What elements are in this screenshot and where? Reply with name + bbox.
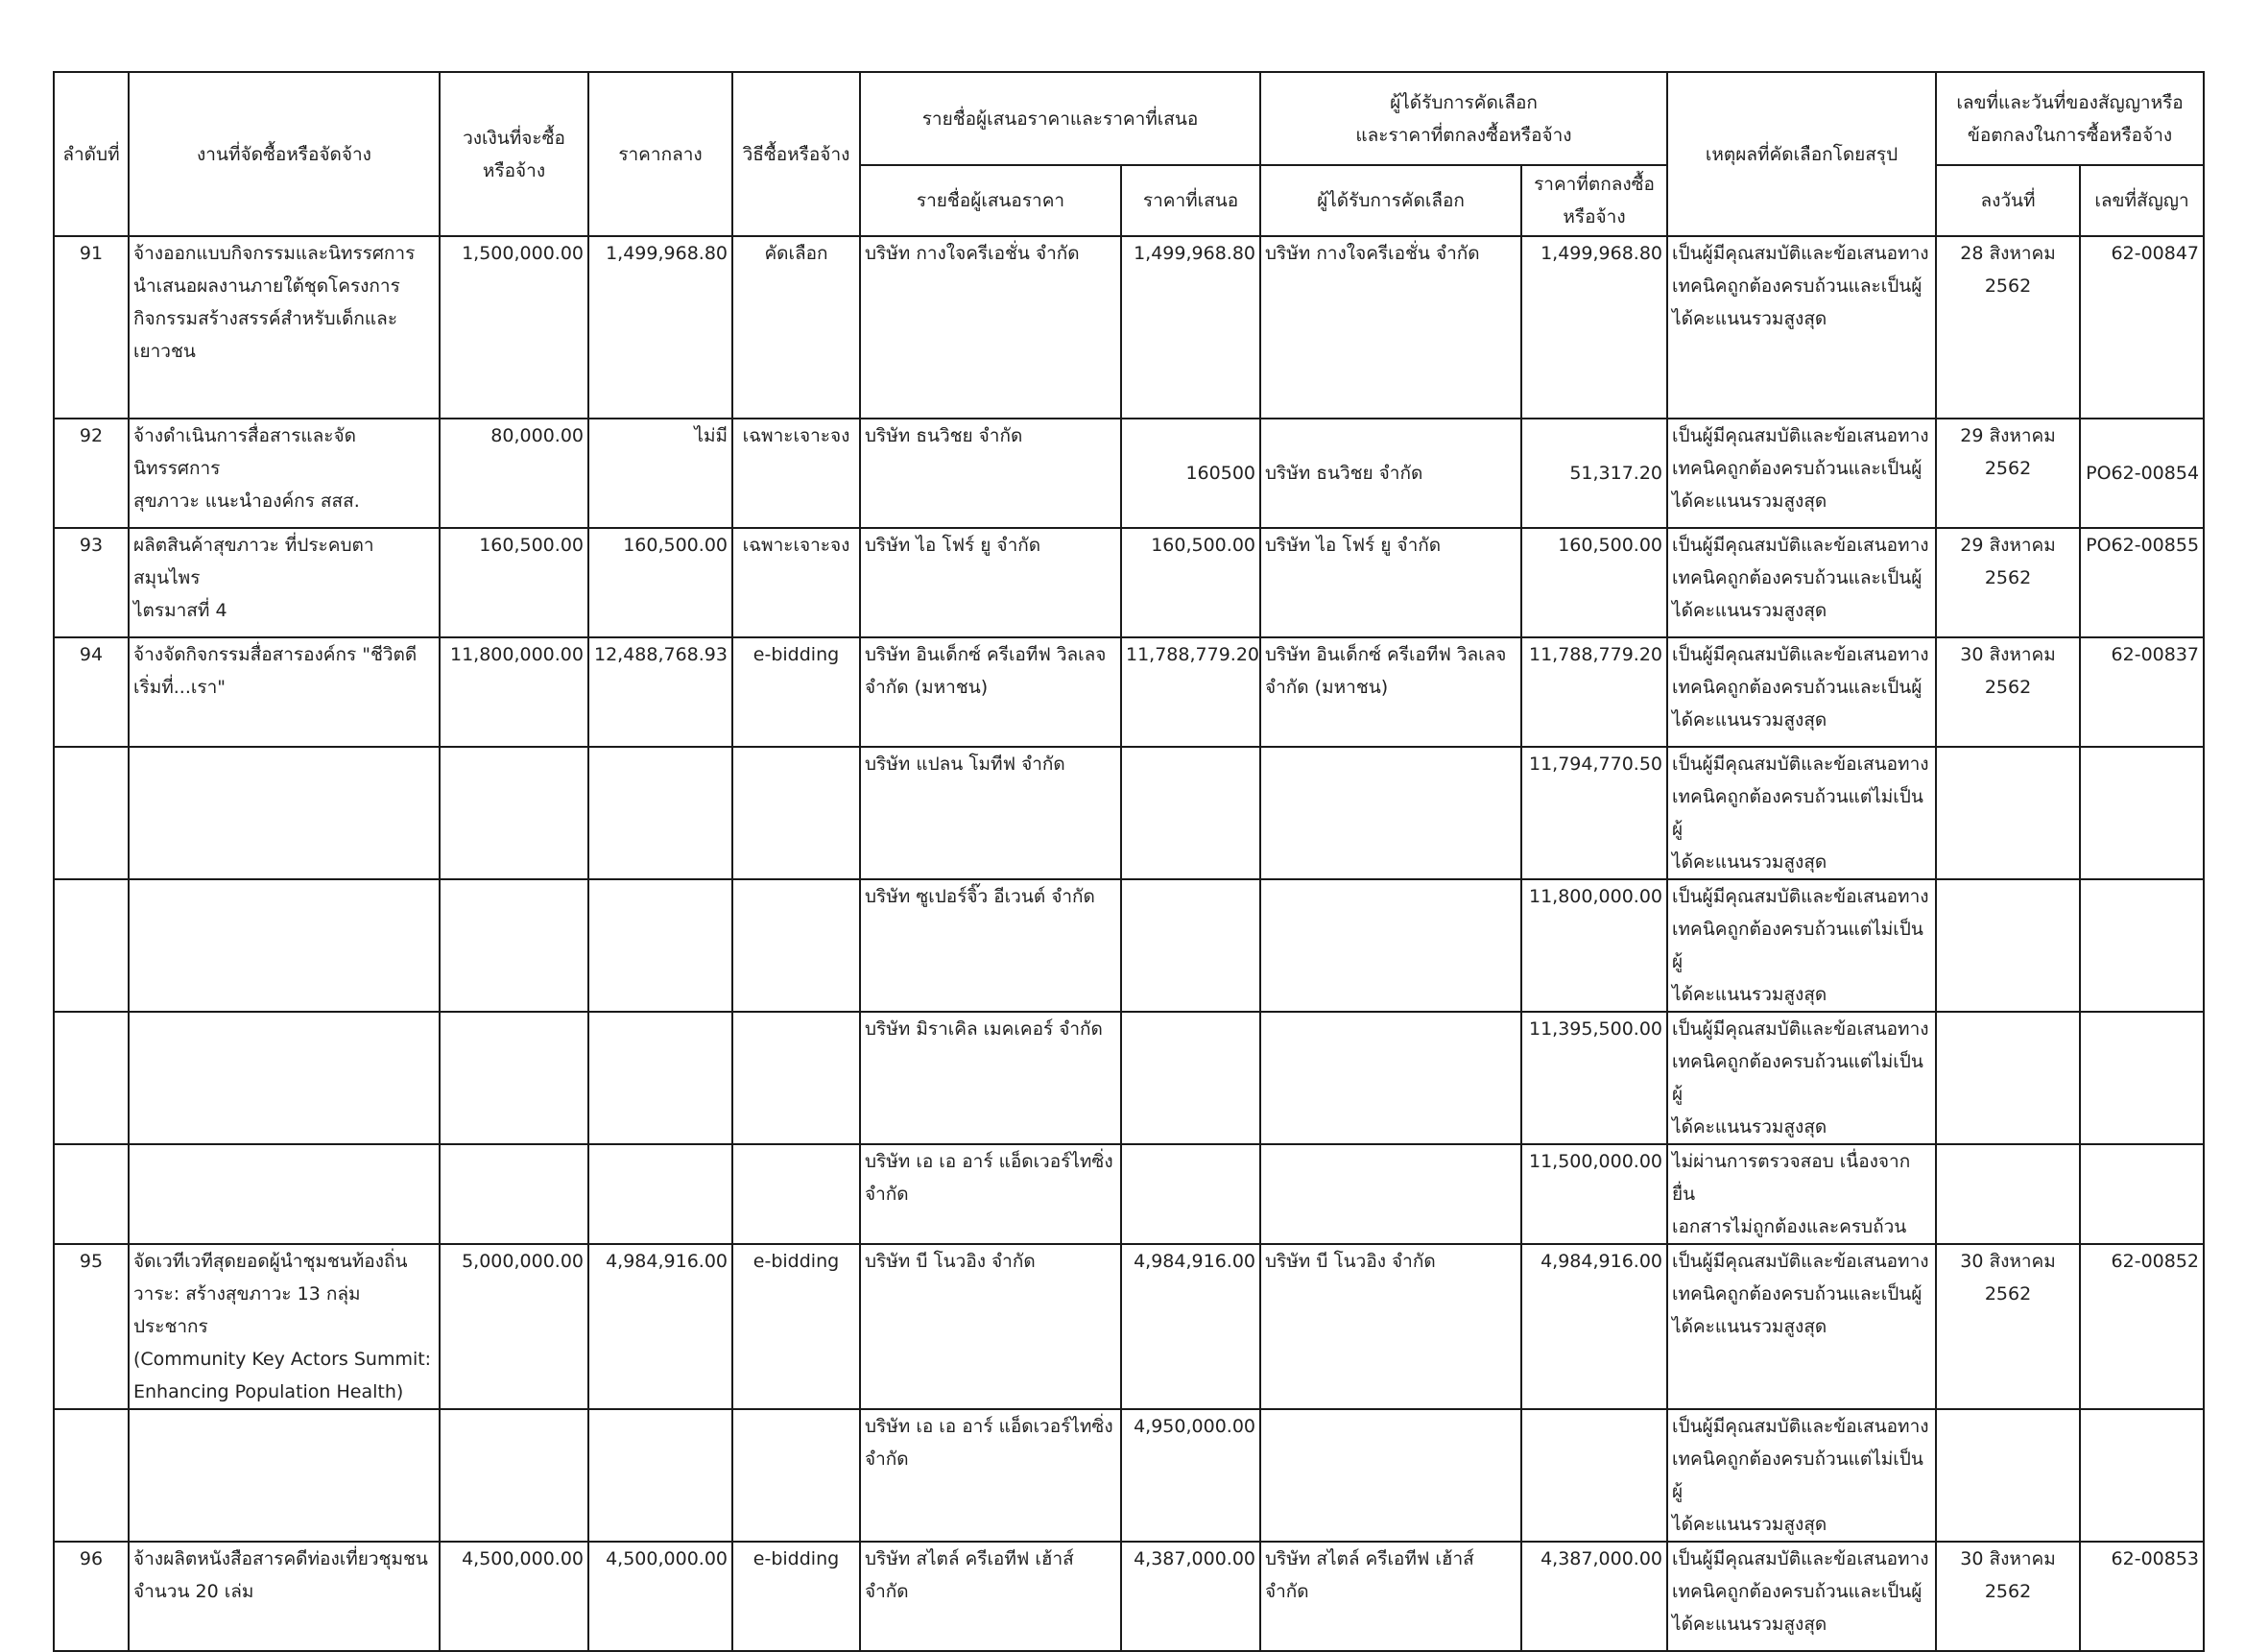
cell-selected-name: [1260, 1144, 1521, 1244]
cell-selected-name: บริษัท อินเด็กซ์ ครีเอทีฟ วิลเลจ จำกัด (มหาชน): [1260, 637, 1521, 747]
table-row: [54, 1012, 2204, 1144]
table-row: [54, 1244, 2204, 1409]
cell-median-price: [588, 1144, 732, 1244]
cell-job: [129, 1409, 440, 1542]
cell-job: ผลิตสินค้าสุขภาวะ ที่ประคบตาสมุนไพร ไตรมาสที่ 4: [129, 528, 440, 637]
cell-method: เฉพาะเจาะจง: [732, 528, 860, 637]
cell-contract-no: [2080, 747, 2204, 879]
cell-bid-price: 4,387,000.00: [1121, 1542, 1260, 1651]
cell-budget: [440, 1012, 588, 1144]
cell-budget: 80,000.00: [440, 419, 588, 528]
cell-reason: เป็นผู้มีคุณสมบัติและข้อเสนอทาง เทคนิคถูกต้องครบถ้วนแต่ไม่เป็นผู้ ได้คะแนนรวมสูงสุด: [1667, 1409, 1936, 1542]
cell-method: [732, 879, 860, 1012]
cell-no: [54, 1144, 129, 1244]
cell-bid-price: [1121, 879, 1260, 1012]
cell-contract-no: [2080, 1409, 2204, 1542]
cell-reason: เป็นผู้มีคุณสมบัติและข้อเสนอทาง เทคนิคถูกต้องครบถ้วนและเป็นผู้ ได้คะแนนรวมสูงสุด: [1667, 236, 1936, 419]
cell-bid-price: 1,499,968.80: [1121, 236, 1260, 419]
cell-selected-name: [1260, 747, 1521, 879]
cell-agreed-price: 4,984,916.00: [1521, 1244, 1667, 1409]
cell-bid-price: [1121, 1012, 1260, 1144]
cell-selected-name: บริษัท กางใจครีเอชั่น จำกัด: [1260, 236, 1521, 419]
cell-budget: 5,000,000.00: [440, 1244, 588, 1409]
cell-budget: [440, 747, 588, 879]
cell-sign-date: [1936, 747, 2080, 879]
header-selected-group: ผู้ได้รับการคัดเลือก และราคาที่ตกลงซื้อหรือจ้าง: [1260, 72, 1667, 165]
cell-contract-no: 62-00852: [2080, 1244, 2204, 1409]
cell-job: [129, 1012, 440, 1144]
cell-bidder-name: บริษัท ซูเปอร์จิ๊ว อีเวนต์ จำกัด: [860, 879, 1121, 1012]
cell-no: 94: [54, 637, 129, 747]
cell-reason: เป็นผู้มีคุณสมบัติและข้อเสนอทาง เทคนิคถูกต้องครบถ้วนแต่ไม่เป็นผู้ ได้คะแนนรวมสูงสุด: [1667, 747, 1936, 879]
cell-sign-date: [1936, 1144, 2080, 1244]
header-sign-date: ลงวันที่: [1936, 165, 2080, 236]
cell-job: จ้างผลิตหนังสือสารคดีท่องเที่ยวชุมชน จำนวน 20 เล่ม: [129, 1542, 440, 1651]
cell-no: [54, 1012, 129, 1144]
cell-no: 93: [54, 528, 129, 637]
cell-reason: เป็นผู้มีคุณสมบัติและข้อเสนอทาง เทคนิคถูกต้องครบถ้วนและเป็นผู้ ได้คะแนนรวมสูงสุด: [1667, 637, 1936, 747]
cell-median-price: ไม่มี: [588, 419, 732, 528]
cell-job: จ้างดำเนินการสื่อสารและจัดนิทรรศการ สุขภาวะ แนะนำองค์กร สสส.: [129, 419, 440, 528]
cell-contract-no: PO62-00854: [2080, 419, 2204, 528]
cell-bid-price: 160,500.00: [1121, 528, 1260, 637]
cell-selected-name: บริษัท ไอ โฟร์ ยู จำกัด: [1260, 528, 1521, 637]
header-contract-group: เลขที่และวันที่ของสัญญาหรือ ข้อตกลงในการซื้อหรือจ้าง: [1936, 72, 2204, 165]
cell-sign-date: 28 สิงหาคม 2562: [1936, 236, 2080, 419]
table-row: [54, 747, 2204, 879]
cell-reason: เป็นผู้มีคุณสมบัติและข้อเสนอทาง เทคนิคถูกต้องครบถ้วนและเป็นผู้ ได้คะแนนรวมสูงสุด: [1667, 419, 1936, 528]
cell-bid-price: 11,788,779.20: [1121, 637, 1260, 747]
header-agreed-price: ราคาที่ตกลงซื้อ หรือจ้าง: [1521, 165, 1667, 236]
cell-no: 92: [54, 419, 129, 528]
cell-selected-name: [1260, 879, 1521, 1012]
cell-budget: 11,800,000.00: [440, 637, 588, 747]
table-row: [54, 528, 2204, 637]
cell-bidder-name: บริษัท อินเด็กซ์ ครีเอทีฟ วิลเลจ จำกัด (มหาชน): [860, 637, 1121, 747]
cell-contract-no: [2080, 879, 2204, 1012]
cell-median-price: 4,984,916.00: [588, 1244, 732, 1409]
cell-method: [732, 747, 860, 879]
header-bid-price: ราคาที่เสนอ: [1121, 165, 1260, 236]
cell-contract-no: 62-00837: [2080, 637, 2204, 747]
cell-sign-date: 29 สิงหาคม 2562: [1936, 528, 2080, 637]
cell-sign-date: 29 สิงหาคม 2562: [1936, 419, 2080, 528]
header-method: วิธีซื้อหรือจ้าง: [732, 72, 860, 236]
cell-bidder-name: บริษัท มิราเคิล เมคเคอร์ จำกัด: [860, 1012, 1121, 1144]
cell-no: [54, 879, 129, 1012]
cell-selected-name: [1260, 1012, 1521, 1144]
table-body: [54, 236, 2204, 1651]
cell-no: 91: [54, 236, 129, 419]
cell-median-price: [588, 1012, 732, 1144]
cell-contract-no: 62-00847: [2080, 236, 2204, 419]
cell-sign-date: 30 สิงหาคม 2562: [1936, 1244, 2080, 1409]
cell-method: e-bidding: [732, 1244, 860, 1409]
cell-bidder-name: บริษัท เอ เอ อาร์ แอ็ดเวอร์ไทซิ่ง จำกัด: [860, 1409, 1121, 1542]
cell-agreed-price: 1,499,968.80: [1521, 236, 1667, 419]
cell-bidder-name: บริษัท ไอ โฟร์ ยู จำกัด: [860, 528, 1121, 637]
cell-method: e-bidding: [732, 1542, 860, 1651]
cell-no: 96: [54, 1542, 129, 1651]
cell-median-price: 4,500,000.00: [588, 1542, 732, 1651]
cell-method: e-bidding: [732, 637, 860, 747]
cell-reason: เป็นผู้มีคุณสมบัติและข้อเสนอทาง เทคนิคถูกต้องครบถ้วนแต่ไม่เป็นผู้ ได้คะแนนรวมสูงสุด: [1667, 879, 1936, 1012]
cell-job: จ้างออกแบบกิจกรรมและนิทรรศการ นำเสนอผลงานภายใต้ชุดโครงการ กิจกรรมสร้างสรรค์สำหรับเด็กและ เยาวชน: [129, 236, 440, 419]
cell-job: [129, 747, 440, 879]
cell-contract-no: [2080, 1012, 2204, 1144]
cell-method: [732, 1409, 860, 1542]
table-row: [54, 419, 2204, 528]
cell-selected-name: [1260, 1409, 1521, 1542]
cell-budget: 1,500,000.00: [440, 236, 588, 419]
cell-contract-no: 62-00853: [2080, 1542, 2204, 1651]
table-row: [54, 1542, 2204, 1651]
cell-reason: เป็นผู้มีคุณสมบัติและข้อเสนอทาง เทคนิคถูกต้องครบถ้วนและเป็นผู้ ได้คะแนนรวมสูงสุด: [1667, 1244, 1936, 1409]
cell-bidder-name: บริษัท แปลน โมทีฟ จำกัด: [860, 747, 1121, 879]
cell-median-price: 1,499,968.80: [588, 236, 732, 419]
header-budget: วงเงินที่จะซื้อ หรือจ้าง: [440, 72, 588, 236]
cell-bidder-name: บริษัท สไตล์ ครีเอทีฟ เฮ้าส์ จำกัด: [860, 1542, 1121, 1651]
cell-no: [54, 1409, 129, 1542]
cell-median-price: [588, 747, 732, 879]
header-median-price: ราคากลาง: [588, 72, 732, 236]
cell-contract-no: [2080, 1144, 2204, 1244]
cell-sign-date: 30 สิงหาคม 2562: [1936, 1542, 2080, 1651]
header-contract-no: เลขที่สัญญา: [2080, 165, 2204, 236]
cell-no: 95: [54, 1244, 129, 1409]
cell-selected-name: บริษัท บี โนวอิง จำกัด: [1260, 1244, 1521, 1409]
table-row: [54, 637, 2204, 747]
cell-agreed-price: 11,794,770.50: [1521, 747, 1667, 879]
header-selected-name: ผู้ได้รับการคัดเลือก: [1260, 165, 1521, 236]
cell-bidder-name: บริษัท บี โนวอิง จำกัด: [860, 1244, 1121, 1409]
cell-job: [129, 1144, 440, 1244]
cell-bid-price: 4,984,916.00: [1121, 1244, 1260, 1409]
header-job: งานที่จัดซื้อหรือจัดจ้าง: [129, 72, 440, 236]
table-row: [54, 879, 2204, 1012]
header-no: ลำดับที่: [54, 72, 129, 236]
procurement-table: [53, 71, 2205, 1652]
table-header: [54, 72, 2204, 236]
cell-reason: เป็นผู้มีคุณสมบัติและข้อเสนอทาง เทคนิคถูกต้องครบถ้วนและเป็นผู้ ได้คะแนนรวมสูงสุด: [1667, 1542, 1936, 1651]
table-row: [54, 236, 2204, 419]
cell-sign-date: [1936, 1409, 2080, 1542]
cell-bidder-name: บริษัท ธนวิชย จำกัด: [860, 419, 1121, 528]
cell-sign-date: 30 สิงหาคม 2562: [1936, 637, 2080, 747]
cell-sign-date: [1936, 879, 2080, 1012]
cell-agreed-price: 160,500.00: [1521, 528, 1667, 637]
cell-median-price: 160,500.00: [588, 528, 732, 637]
cell-median-price: [588, 1409, 732, 1542]
cell-reason: เป็นผู้มีคุณสมบัติและข้อเสนอทาง เทคนิคถูกต้องครบถ้วนแต่ไม่เป็นผู้ ได้คะแนนรวมสูงสุด: [1667, 1012, 1936, 1144]
cell-agreed-price: 11,500,000.00: [1521, 1144, 1667, 1244]
cell-selected-name: บริษัท สไตล์ ครีเอทีฟ เฮ้าส์ จำกัด: [1260, 1542, 1521, 1651]
cell-bid-price: [1121, 1144, 1260, 1244]
cell-agreed-price: 4,387,000.00: [1521, 1542, 1667, 1651]
cell-budget: 160,500.00: [440, 528, 588, 637]
cell-agreed-price: 11,395,500.00: [1521, 1012, 1667, 1144]
cell-job: จัดเวทีเวทีสุดยอดผู้นำชุมชนท้องถิ่น วาระ: สร้างสุขภาวะ 13 กลุ่มประชากร (Community Key Actors Summit: Enhancing Population Health): [129, 1244, 440, 1409]
cell-selected-name: บริษัท ธนวิชย จำกัด: [1260, 419, 1521, 528]
cell-budget: 4,500,000.00: [440, 1542, 588, 1651]
cell-agreed-price: 11,800,000.00: [1521, 879, 1667, 1012]
cell-no: [54, 747, 129, 879]
header-bidder-name: รายชื่อผู้เสนอราคา: [860, 165, 1121, 236]
cell-method: เฉพาะเจาะจง: [732, 419, 860, 528]
cell-bid-price: [1121, 747, 1260, 879]
cell-method: [732, 1012, 860, 1144]
cell-job: จ้างจัดกิจกรรมสื่อสารองค์กร "ชีวิตดี เริ่มที่...เรา": [129, 637, 440, 747]
cell-job: [129, 879, 440, 1012]
cell-bid-price: 160500: [1121, 419, 1260, 528]
header-bidders-group: รายชื่อผู้เสนอราคาและราคาที่เสนอ: [860, 72, 1260, 165]
cell-sign-date: [1936, 1012, 2080, 1144]
cell-bid-price: 4,950,000.00: [1121, 1409, 1260, 1542]
cell-median-price: [588, 879, 732, 1012]
cell-agreed-price: [1521, 1409, 1667, 1542]
cell-method: [732, 1144, 860, 1244]
cell-method: คัดเลือก: [732, 236, 860, 419]
cell-budget: [440, 879, 588, 1012]
table-row: [54, 1409, 2204, 1542]
cell-agreed-price: 51,317.20: [1521, 419, 1667, 528]
cell-agreed-price: 11,788,779.20: [1521, 637, 1667, 747]
cell-bidder-name: บริษัท เอ เอ อาร์ แอ็ดเวอร์ไทซิ่ง จำกัด: [860, 1144, 1121, 1244]
table-row: [54, 1144, 2204, 1244]
cell-contract-no: PO62-00855: [2080, 528, 2204, 637]
header-reason: เหตุผลที่คัดเลือกโดยสรุป: [1667, 72, 1936, 236]
cell-budget: [440, 1144, 588, 1244]
cell-reason: เป็นผู้มีคุณสมบัติและข้อเสนอทาง เทคนิคถูกต้องครบถ้วนและเป็นผู้ ได้คะแนนรวมสูงสุด: [1667, 528, 1936, 637]
cell-budget: [440, 1409, 588, 1542]
cell-reason: ไม่ผ่านการตรวจสอบ เนื่องจากยื่น เอกสารไม่ถูกต้องและครบถ้วน: [1667, 1144, 1936, 1244]
cell-median-price: 12,488,768.93: [588, 637, 732, 747]
cell-bidder-name: บริษัท กางใจครีเอชั่น จำกัด: [860, 236, 1121, 419]
